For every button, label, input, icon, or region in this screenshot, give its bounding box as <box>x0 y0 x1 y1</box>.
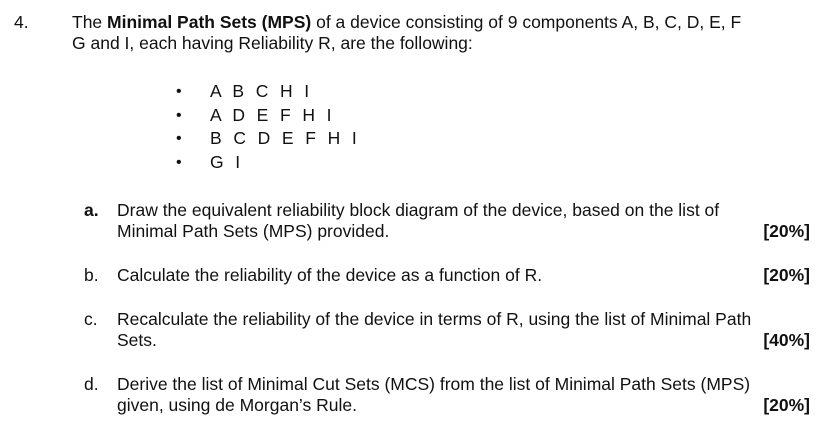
mps-item <box>176 80 360 104</box>
part-d-line-1: Derive the list of Minimal Cut Sets (MCS) from the list of Minimal Path Sets (MPS) <box>117 374 751 394</box>
part-a-mark: [20%] <box>763 221 810 241</box>
part-b-text <box>117 265 810 286</box>
part-b-mark: [20%] <box>763 265 810 285</box>
question-intro <box>72 12 817 54</box>
part-c-line-2: Sets. <box>117 330 157 350</box>
part-b <box>84 265 810 286</box>
part-a <box>84 200 810 242</box>
part-c <box>84 309 810 351</box>
part-d <box>84 374 810 416</box>
bullet-icon: • <box>176 106 182 124</box>
part-b-letter: b. <box>84 265 99 285</box>
part-c-letter: c. <box>84 309 98 329</box>
part-a-text <box>117 200 810 242</box>
part-a-letter: a. <box>84 200 99 220</box>
mps-list <box>176 80 360 174</box>
intro-text-bold: Minimal Path Sets (MPS) <box>107 12 312 32</box>
part-a-line-2: Minimal Path Sets (MPS) provided. <box>117 221 390 241</box>
bullet-icon: • <box>176 83 182 100</box>
mps-item-text: G I <box>210 151 244 172</box>
part-d-line-2: given, using de Morgan’s Rule. <box>117 395 357 415</box>
part-c-mark: [40%] <box>763 330 810 350</box>
intro-line-2: G and I, each having Reliability R, are the following: <box>72 33 473 53</box>
question-number: 4. <box>14 12 29 32</box>
intro-text-post: of a device consisting of 9 components A, B, C, D, E, F <box>311 12 742 32</box>
part-d-letter: d. <box>84 374 99 394</box>
part-c-line-1: Recalculate the reliability of the device in terms of R, using the list of Minimal Path <box>117 309 752 329</box>
part-c-text <box>117 309 810 351</box>
mps-item <box>176 127 360 151</box>
part-d-text <box>117 374 810 416</box>
mps-item <box>176 151 360 175</box>
part-b-line-1: Calculate the reliability of the device as a function of R. <box>117 265 543 285</box>
mps-item-text: B C D E F H I <box>210 128 361 148</box>
part-a-line-1: Draw the equivalent reliability block diagram of the device, based on the list of <box>117 200 720 220</box>
bullet-icon: • <box>176 153 182 171</box>
bullet-icon: • <box>176 130 182 147</box>
intro-text-pre: The <box>72 12 108 32</box>
part-d-mark: [20%] <box>763 395 810 415</box>
intro-line-1 <box>72 12 817 33</box>
mps-item-text: A B C H I <box>210 81 313 101</box>
mps-item <box>176 104 360 128</box>
mps-item-text: A D E F H I <box>210 104 335 125</box>
